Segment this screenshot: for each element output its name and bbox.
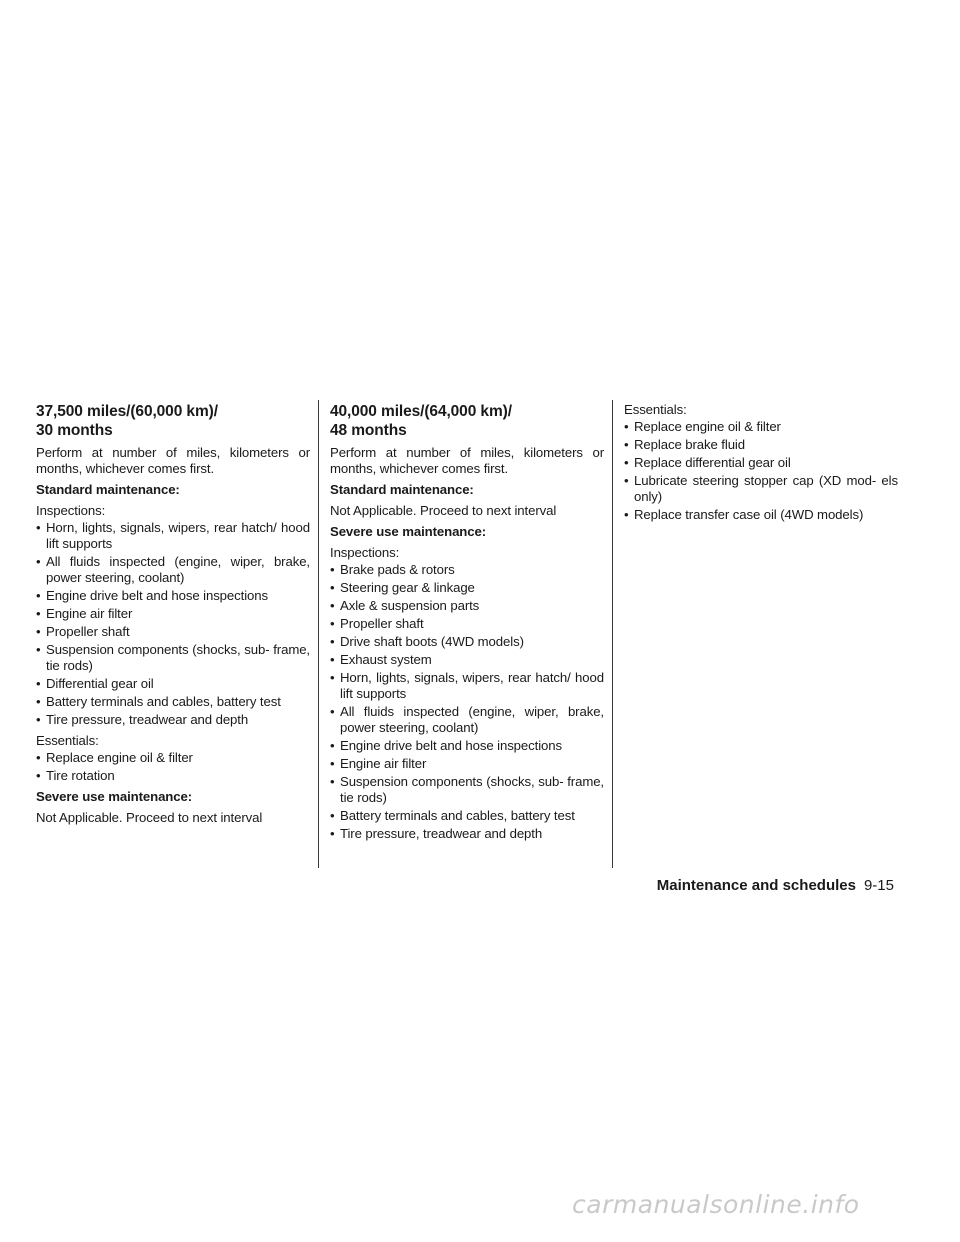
list-item: • Battery terminals and cables, battery test — [36, 694, 310, 710]
list-item: • Tire rotation — [36, 768, 310, 784]
list-item: • All fluids inspected (engine, wiper, brake, power steering, coolant) — [330, 704, 604, 736]
page-footer — [657, 876, 894, 896]
list-item: • Battery terminals and cables, battery test — [330, 808, 604, 824]
list-item: • Tire pressure, treadwear and depth — [36, 712, 310, 728]
essentials-list — [624, 419, 898, 523]
section-heading: 40,000 miles/(64,000 km)/ 48 months — [330, 403, 512, 439]
column-divider — [612, 400, 613, 868]
standard-maintenance-label: Standard maintenance: — [330, 482, 474, 497]
list-item: • Suspension components (shocks, sub- frame, tie rods) — [330, 774, 604, 806]
list-item: • Replace engine oil & filter — [624, 419, 898, 435]
inspections-label: Inspections: — [330, 545, 400, 560]
list-item: • Lubricate steering stopper cap (XD mod- els only) — [624, 473, 898, 505]
list-item: • Brake pads & rotors — [330, 562, 604, 578]
list-item: • Engine drive belt and hose inspections — [36, 588, 310, 604]
list-item: • Exhaust system — [330, 652, 604, 668]
column-40000-miles-continued — [624, 402, 898, 528]
list-item: • Replace transfer case oil (4WD models) — [624, 507, 898, 523]
list-item: • Suspension components (shocks, sub- frame, tie rods) — [36, 642, 310, 674]
essentials-list — [36, 750, 310, 784]
standard-maintenance-text: Not Applicable. Proceed to next interval — [330, 503, 557, 518]
inspections-label: Inspections: — [36, 503, 106, 518]
essentials-label: Essentials: — [36, 733, 99, 748]
column-37500-miles — [36, 402, 310, 831]
list-item: • Axle & suspension parts — [330, 598, 604, 614]
inspections-list — [36, 520, 310, 728]
list-item: • Tire pressure, treadwear and depth — [330, 826, 604, 842]
list-item: • Horn, lights, signals, wipers, rear hatch/ hood lift supports — [36, 520, 310, 552]
list-item: • Propeller shaft — [36, 624, 310, 640]
list-item: • Replace differential gear oil — [624, 455, 898, 471]
list-item: • Replace brake fluid — [624, 437, 898, 453]
list-item: • All fluids inspected (engine, wiper, brake, power steering, coolant) — [36, 554, 310, 586]
essentials-label: Essentials: — [624, 402, 687, 417]
list-item: • Differential gear oil — [36, 676, 310, 692]
column-40000-miles — [330, 402, 604, 847]
standard-maintenance-label: Standard maintenance: — [36, 482, 180, 497]
intro-text: Perform at number of miles, kilometers or months, whichever comes first. — [330, 445, 604, 476]
page-number: 9-15 — [863, 877, 894, 894]
column-divider — [318, 400, 319, 868]
severe-maintenance-label: Severe use maintenance: — [330, 524, 487, 539]
intro-text: Perform at number of miles, kilometers or months, whichever comes first. — [36, 445, 310, 476]
list-item: • Steering gear & linkage — [330, 580, 604, 596]
list-item: • Engine air filter — [36, 606, 310, 622]
inspections-list — [330, 562, 604, 842]
list-item: • Replace engine oil & filter — [36, 750, 310, 766]
list-item: • Engine drive belt and hose inspections — [330, 738, 604, 754]
severe-maintenance-label: Severe use maintenance: — [36, 789, 193, 804]
list-item: • Horn, lights, signals, wipers, rear hatch/ hood lift supports — [330, 670, 604, 702]
list-item: • Drive shaft boots (4WD models) — [330, 634, 604, 650]
watermark: carmanualsonline.info — [572, 1190, 860, 1219]
footer-section-title: Maintenance and schedules — [656, 877, 856, 894]
severe-maintenance-text: Not Applicable. Proceed to next interval — [36, 810, 263, 825]
section-heading: 37,500 miles/(60,000 km)/ 30 months — [36, 403, 218, 439]
list-item: • Propeller shaft — [330, 616, 604, 632]
list-item: • Engine air filter — [330, 756, 604, 772]
